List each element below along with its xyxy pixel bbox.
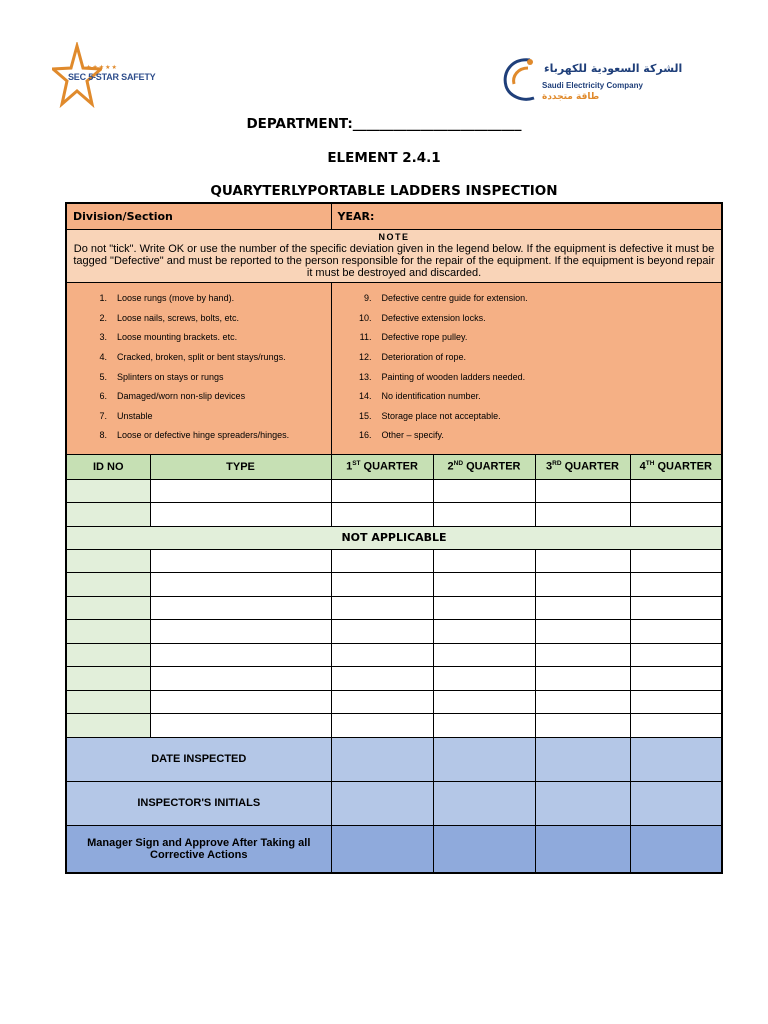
quarter-cell[interactable] [630,596,722,620]
quarter-cell[interactable] [535,479,630,503]
legend-item: 8. Loose or defective hinge spreaders/hinges. [99,430,290,441]
type-cell[interactable] [150,479,331,503]
type-cell[interactable] [150,714,331,738]
date-cell[interactable] [331,737,433,781]
note-text: Do not "tick". Write OK or use the number of the specific deviation given in the legend below. If the equipment is defective it must be tagged "Defective" and must be reported to the person responsible for the repair of the equipment. If the equipment is beyond repair it must be destroyed and discarded. [73,242,715,279]
type-cell[interactable] [150,620,331,644]
date-cell[interactable] [535,737,630,781]
table-row [66,667,722,691]
quarter-cell[interactable] [535,643,630,667]
year-label[interactable]: YEAR: [331,203,722,229]
table-row [66,643,722,667]
date-cell[interactable] [433,737,535,781]
quarter-cell[interactable] [331,643,433,667]
quarter-cell[interactable] [535,714,630,738]
quarter-cell[interactable] [630,690,722,714]
manager-sign-cell[interactable] [433,825,535,873]
saudi-electricity-logo [500,50,683,110]
date-cell[interactable] [630,737,722,781]
quarter-cell[interactable] [331,620,433,644]
id-cell[interactable] [66,690,150,714]
id-cell[interactable] [66,479,150,503]
quarter-cell[interactable] [535,690,630,714]
legend-item: 15. Storage place not acceptable. [359,410,501,421]
table-row [66,549,722,573]
quarter-cell[interactable] [433,714,535,738]
sec-swirl-icon [500,54,540,104]
manager-sign-cell[interactable] [331,825,433,873]
quarter-cell[interactable] [630,479,722,503]
note-cell [66,229,722,282]
quarter-cell[interactable] [433,620,535,644]
legend-item: 1. Loose rungs (move by hand). [99,293,235,304]
manager-sign-cell[interactable] [630,825,722,873]
inspector-initials-label: INSPECTOR'S INITIALS [66,781,331,825]
table-row [66,620,722,644]
logo-arabic-tagline: طاقة متجددة [542,92,600,102]
legend-item: 12. Deterioration of rope. [359,352,467,363]
type-cell[interactable] [150,667,331,691]
col-quarter-1: 1ST QUARTER [331,454,433,479]
legend-item: 16. Other – specify. [359,430,444,441]
col-quarter-3: 3RD QUARTER [535,454,630,479]
department-heading: DEPARTMENT:_________________________ [246,116,522,132]
legend-item: 9. Defective centre guide for extension. [364,293,528,304]
initials-cell[interactable] [535,781,630,825]
legend-item: 14. No identification number. [359,391,481,402]
type-cell[interactable] [150,549,331,573]
type-cell[interactable] [150,573,331,597]
table-row [66,573,722,597]
quarter-cell[interactable] [535,620,630,644]
quarter-cell[interactable] [331,596,433,620]
id-cell[interactable] [66,596,150,620]
col-type: TYPE [150,454,331,479]
quarter-cell[interactable] [630,549,722,573]
quarter-cell[interactable] [433,573,535,597]
initials-cell[interactable] [630,781,722,825]
quarter-cell[interactable] [630,643,722,667]
quarter-cell[interactable] [630,667,722,691]
quarter-cell[interactable] [433,549,535,573]
id-cell[interactable] [66,667,150,691]
quarter-cell[interactable] [535,667,630,691]
id-cell[interactable] [66,714,150,738]
col-quarter-2: 2ND QUARTER [433,454,535,479]
col-quarter-4: 4TH QUARTER [630,454,722,479]
quarter-cell[interactable] [433,503,535,527]
id-cell[interactable] [66,503,150,527]
quarter-cell[interactable] [433,596,535,620]
quarter-cell[interactable] [331,690,433,714]
quarter-cell[interactable] [630,573,722,597]
date-inspected-label: DATE INSPECTED [66,737,331,781]
type-cell[interactable] [150,643,331,667]
legend-item: 2. Loose nails, screws, bolts, etc. [99,312,240,323]
quarter-cell[interactable] [630,503,722,527]
quarter-cell[interactable] [433,479,535,503]
legend-item: 6. Damaged/worn non-slip devices [99,391,246,402]
initials-cell[interactable] [331,781,433,825]
table-row [66,714,722,738]
logo-left-text: SEC 5-STAR SAFETY [68,72,156,82]
legend-item: 10. Defective extension locks. [359,312,486,323]
quarter-cell[interactable] [433,667,535,691]
quarter-cell[interactable] [535,596,630,620]
manager-sign-label: Manager Sign and Approve After Taking all Corrective Actions [66,825,331,873]
legend-item: 4. Cracked, broken, split or bent stays/rungs. [99,352,286,363]
legend-left [66,282,331,454]
sec-5-star-safety-logo [52,42,156,112]
not-applicable-banner: NOT APPLICABLE [66,526,722,549]
legend-right [331,282,722,454]
logo-english-name: Saudi Electricity Company [542,81,643,90]
table-row [66,503,722,527]
quarter-cell[interactable] [535,549,630,573]
table-row [66,596,722,620]
legend-item: 13. Painting of wooden ladders needed. [359,371,526,382]
quarter-cell[interactable] [331,714,433,738]
division-section-label: Division/Section [66,203,331,229]
quarter-cell[interactable] [630,714,722,738]
quarter-cell[interactable] [433,643,535,667]
table-row [66,690,722,714]
type-cell[interactable] [150,596,331,620]
id-cell[interactable] [66,643,150,667]
legend-item: 11. Defective rope pulley. [359,332,468,343]
note-title: NOTE [378,231,410,242]
table-row [66,479,722,503]
type-cell[interactable] [150,690,331,714]
quarter-cell[interactable] [630,620,722,644]
legend-item: 3. Loose mounting brackets. etc. [99,332,238,343]
quarter-cell[interactable] [331,667,433,691]
logo-stars: ★★★★★ [86,65,118,71]
manager-sign-cell[interactable] [535,825,630,873]
quarter-cell[interactable] [535,503,630,527]
element-heading: ELEMENT 2.4.1 [327,150,441,166]
inspection-form-table [65,202,723,874]
quarter-cell[interactable] [535,573,630,597]
legend-item: 5. Splinters on stays or rungs [99,371,224,382]
quarter-cell[interactable] [331,549,433,573]
form-title: QUARYTERLYPORTABLE LADDERS INSPECTION [210,183,558,199]
quarter-cell[interactable] [331,503,433,527]
type-cell[interactable] [150,503,331,527]
legend-item: 7. Unstable [99,410,153,421]
quarter-cell[interactable] [331,479,433,503]
initials-cell[interactable] [433,781,535,825]
id-cell[interactable] [66,620,150,644]
col-id-no: ID NO [66,454,150,479]
id-cell[interactable] [66,549,150,573]
quarter-cell[interactable] [433,690,535,714]
quarter-cell[interactable] [331,573,433,597]
id-cell[interactable] [66,573,150,597]
logo-arabic-name: الشركة السعودية للكهرباء [544,62,683,75]
